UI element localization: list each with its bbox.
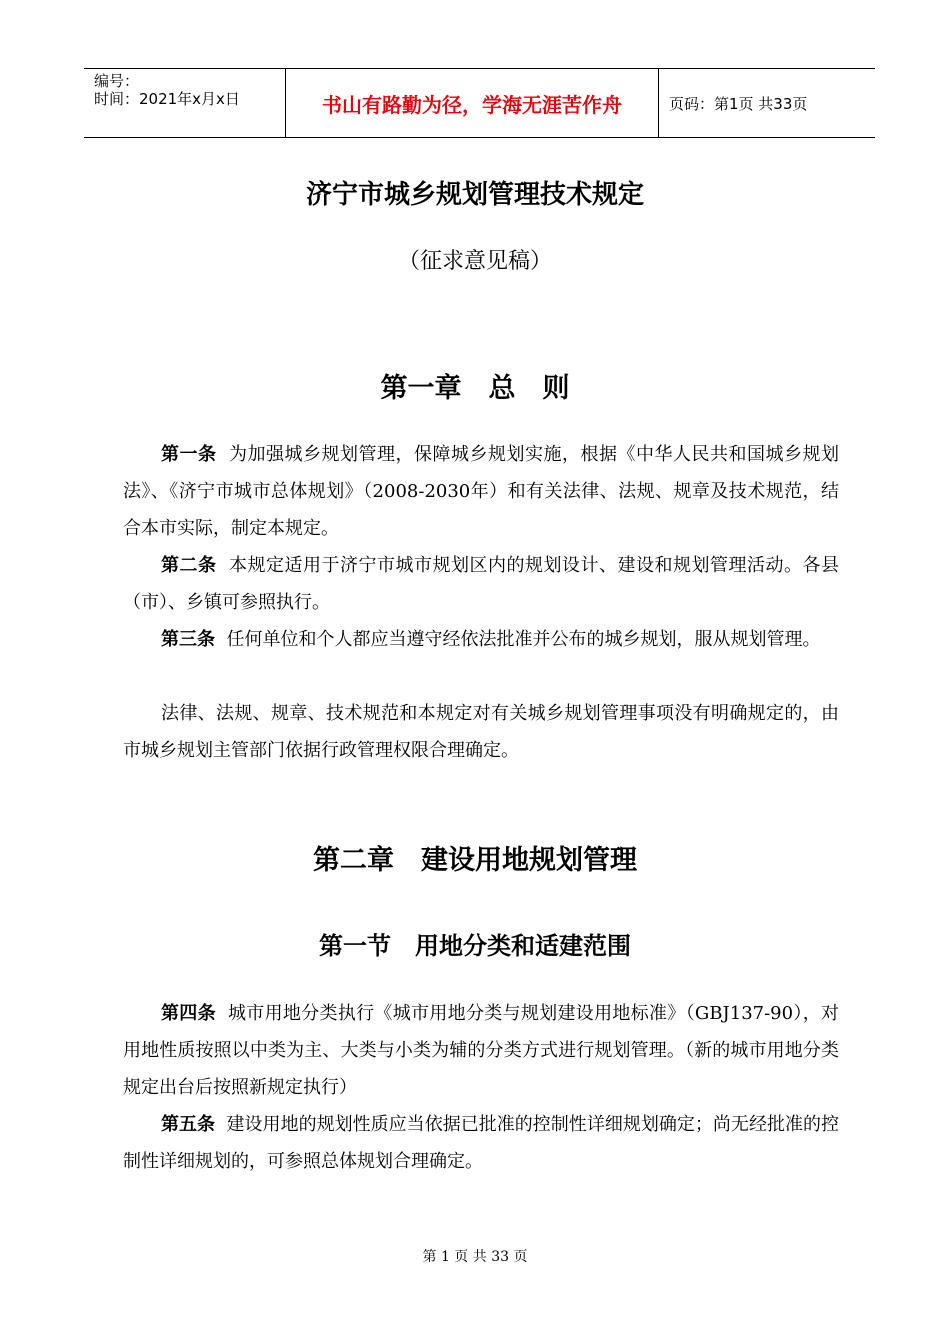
article-2-label: 第二条 — [161, 555, 217, 576]
header-motto: 书山有路勤为径，学海无涯苦作舟 — [285, 69, 659, 137]
article-4-label: 第四条 — [161, 1003, 216, 1024]
article-3-text: 任何单位和个人都应当遵守经依法批准并公布的城乡规划，服从规划管理。 — [226, 629, 821, 650]
article-3-label: 第三条 — [161, 629, 215, 650]
section-1-heading: 第一节 用地分类和适建范围 — [319, 932, 631, 960]
law-paragraph: 法律、法规、规章、技术规范和本规定对有关城乡规划管理事项没有明确规定的，由市城乡规划主管部门依据行政管理权限合理确定。 — [123, 703, 839, 761]
article-3 — [123, 621, 839, 658]
date-label: 时间：2021年x月x日 — [94, 90, 240, 108]
number-label: 编号： — [94, 72, 140, 90]
article-1 — [123, 436, 839, 547]
article-2 — [123, 547, 839, 621]
article-4 — [123, 995, 839, 1106]
article-5-text: 建设用地的规划性质应当依据已批准的控制性详细规划确定；尚无经批准的控制性详细规划的，可参照总体规划合理确定。 — [123, 1114, 840, 1172]
chapter-1-heading: 第一章 总 则 — [380, 373, 570, 404]
article-1-label: 第一条 — [161, 444, 217, 465]
article-2-text: 本规定适用于济宁市城市规划区内的规划设计、建设和规划管理活动。各县（市）、乡镇可参照执行。 — [123, 555, 840, 613]
article-5-label: 第五条 — [161, 1114, 216, 1135]
document-header — [84, 68, 875, 138]
article-1-text: 为加强城乡规划管理，保障城乡规划实施，根据《中华人民共和国城乡规划法》、《济宁市城市总体规划》（2008-2030年）和有关法律、法规、规章及技术规范，结合本市实际，制定本规定。 — [123, 444, 840, 539]
chapter-2-heading: 第二章 建设用地规划管理 — [313, 845, 637, 876]
document-title: 济宁市城乡规划管理技术规定 — [305, 180, 644, 210]
page-footer: 第 1 页 共 33 页 — [422, 1249, 528, 1265]
header-page-info: 页码：第1页 共33页 — [669, 94, 808, 113]
article-5 — [123, 1106, 839, 1180]
header-meta — [84, 69, 284, 137]
article-4-text: 城市用地分类执行《城市用地分类与规划建设用地标准》（GBJ137-90），对用地性质按照以中类为主、大类与小类为辅的分类方式进行规划管理。（新的城市用地分类规定出台后按照新规定执行） — [123, 1003, 839, 1098]
document-subtitle: （征求意见稿） — [397, 249, 552, 274]
